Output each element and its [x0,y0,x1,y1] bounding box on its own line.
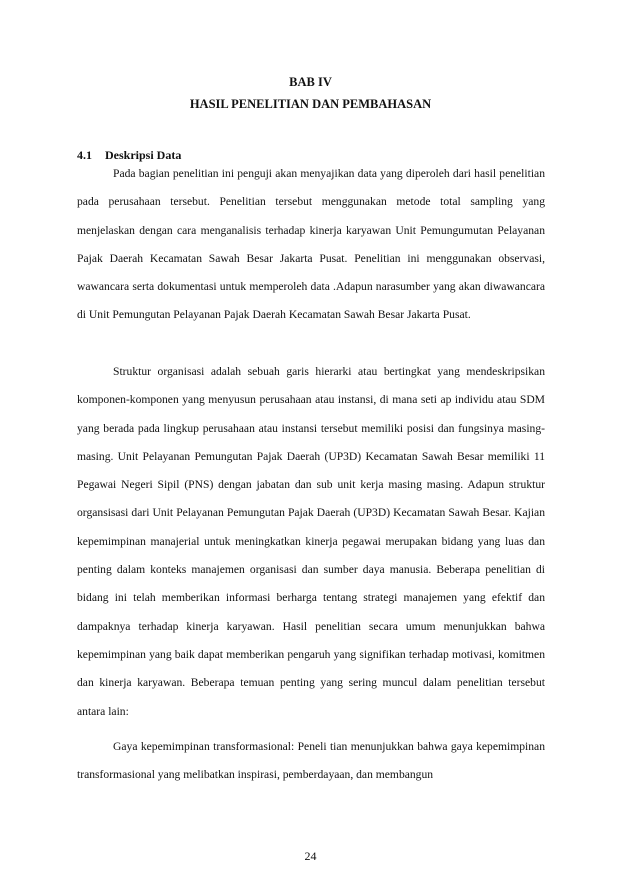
section-title: Deskripsi Data [105,148,182,162]
section-number: 4.1 [77,148,92,162]
paragraph-transformational-leadership: Gaya kepemimpinan transformasional: Peneli tian menunjukkan bahwa gaya kepemimpinan transformasional yang melibatkan inspirasi, pemberdayaan, dan membangun [77,740,545,782]
paragraph-data-description: Pada bagian penelitian ini penguji akan menyajikan data yang diperoleh dari hasil penelitian pada perusahaan tersebut. Penelitian tersebut menggunakan metode total sampling yang menjelaskan dengan cara menganalisis terhadap kinerja karyawan Unit Pemungumutan Pelayanan Pajak Daerah Kecamatan Sawah Besar Jakarta Pusat. Penelitian ini menggunakan observasi, wawancara serta dokumentasi untuk memperoleh data .Adapun narasumber yang akan diwawancara di Unit Pemungutan Pelayanan Pajak Daerah Kecamatan Sawah Besar Jakarta Pusat. [77,167,545,322]
chapter-heading: BAB IV [289,75,332,89]
page-number: 24 [304,849,317,863]
paragraph-organization-structure: Struktur organisasi adalah sebuah garis hierarki atau bertingkat yang mendeskripsikan komponen-komponen yang menyusun perusahaan atau instansi, di mana seti ap individu atau SDM yang berada pada lingkup perusahaan atau instansi tersebut memiliki posisi dan fungsinya masing-masing. Unit Pelayanan Pemungutan Pajak Daerah (UP3D) Kecamatan Sawah Besar memiliki 11 Pegawai Negeri Sipil (PNS) dengan jabatan dan sub unit kerja masing masing. Adapun struktur organsisasi dari Unit Pelayanan Pemungutan Pajak Daerah (UP3D) Kecamatan Sawah Besar. Kajian kepemimpinan manajerial untuk meningkatkan kinerja pegawai merupakan bidang yang luas dan penting dalam konteks manajemen organisasi dan sumber daya manusia. Beberapa penelitian di bidang ini telah memberikan informasi berharga tentang strategi manajemen yang efektif dan dampaknya terhadap kinerja karyawan. Hasil penelitian secara umum menunjukkan bahwa kepemimpinan yang baik dapat memberikan pengaruh yang signifikan terhadap motivasi, komitmen dan kinerja karyawan. Beberapa temuan penting yang sering muncul dalam penelitian tersebut antara lain: [77,365,545,718]
chapter-title: HASIL PENELITIAN DAN PEMBAHASAN [189,97,432,111]
